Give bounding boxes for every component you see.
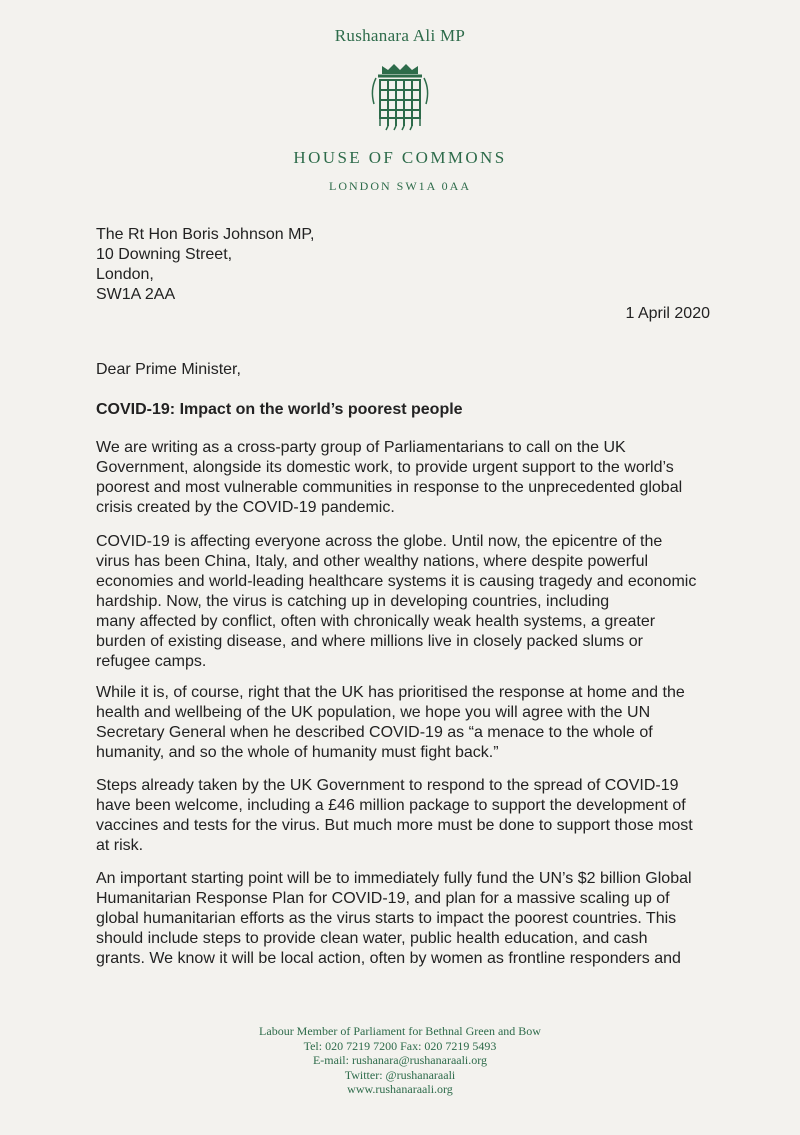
paragraph-line: have been welcome, including a £46 million package to support the development of (96, 797, 686, 814)
paragraph-line: vaccines and tests for the virus. But much more must be done to support those most (96, 817, 693, 834)
paragraph-line: at risk. (96, 837, 144, 854)
letter-footer (0, 1024, 800, 1097)
paragraph-line: While it is, of course, right that the UK has prioritised the response at home and the (96, 684, 685, 701)
footer-email: E-mail: rushanara@rushanaraali.org (312, 1053, 488, 1068)
footer-phone: Tel: 020 7219 7200 Fax: 020 7219 5493 (303, 1038, 497, 1053)
paragraph-line: crisis created by the COVID-19 pandemic. (96, 499, 395, 516)
salutation: Dear Prime Minister, (96, 361, 241, 378)
paragraph-line: hardship. Now, the virus is catching up in developing countries, including (96, 593, 610, 610)
footer-twitter: Twitter: @rushanaraali (344, 1067, 456, 1082)
recipient-line: SW1A 2AA (96, 286, 176, 303)
paragraph-line: refugee camps. (96, 653, 207, 670)
portcullis-icon (366, 60, 434, 132)
paragraph-line: humanity, and so the whole of humanity must fight back.” (96, 744, 499, 761)
paragraph-5 (96, 869, 716, 969)
subject-line: COVID-19: Impact on the world’s poorest people (96, 401, 463, 418)
paragraph-4 (96, 776, 716, 856)
paragraph-line: Government, alongside its domestic work, to provide urgent support to the world’s (96, 459, 674, 476)
paragraph-3 (96, 683, 716, 763)
paragraph-line: An important starting point will be to immediately fully fund the UN’s $2 billion Global (96, 870, 692, 887)
paragraph-line: burden of existing disease, and where millions live in closely packed slums or (96, 633, 643, 650)
recipient-line: 10 Downing Street, (96, 246, 233, 263)
paragraph-line: Secretary General when he described COVID-19 as “a menace to the whole of (96, 724, 653, 741)
letter-date: 1 April 2020 (625, 305, 710, 322)
footer-constituency: Labour Member of Parliament for Bethnal Green and Bow (259, 1024, 541, 1038)
paragraph-line: poorest and most vulnerable communities in response to the unprecedented global (96, 479, 683, 496)
paragraph-line: Humanitarian Response Plan for COVID-19, and plan for a massive scaling up of (96, 890, 670, 907)
paragraph-line: COVID-19 is affecting everyone across the globe. Until now, the epicentre of the (96, 533, 663, 550)
paragraph-line: global humanitarian efforts as the virus starts to impact the poorest countries. This (96, 910, 677, 927)
paragraph-line: grants. We know it will be local action, often by women as frontline responders and (96, 950, 681, 967)
house-of-commons: HOUSE OF COMMONS (293, 148, 507, 167)
paragraph-line: economies and world-leading healthcare systems it is causing tragedy and economic (96, 573, 697, 590)
recipient-address (96, 225, 314, 305)
paragraph-line: We are writing as a cross-party group of Parliamentarians to call on the UK (96, 439, 626, 456)
paragraph-line: virus has been China, Italy, and other wealthy nations, where despite powerful (96, 553, 649, 570)
recipient-line: The Rt Hon Boris Johnson MP, (96, 226, 315, 243)
letterhead-address: LONDON SW1A 0AA (329, 179, 471, 193)
paragraph-line: Steps already taken by the UK Government to respond to the spread of COVID-19 (96, 777, 679, 794)
paragraph-line: health and wellbeing of the UK population, we hope you will agree with the UN (96, 704, 651, 721)
mp-name: Rushanara Ali MP (334, 26, 466, 45)
paragraph-2 (96, 532, 716, 672)
paragraph-1 (96, 438, 716, 518)
footer-website: www.rushanaraali.org (347, 1082, 453, 1097)
paragraph-line: many affected by conflict, often with chronically weak health systems, a greater (96, 613, 656, 630)
paragraph-line: should include steps to provide clean water, public health education, and cash (96, 930, 648, 947)
recipient-line: London, (96, 266, 154, 283)
